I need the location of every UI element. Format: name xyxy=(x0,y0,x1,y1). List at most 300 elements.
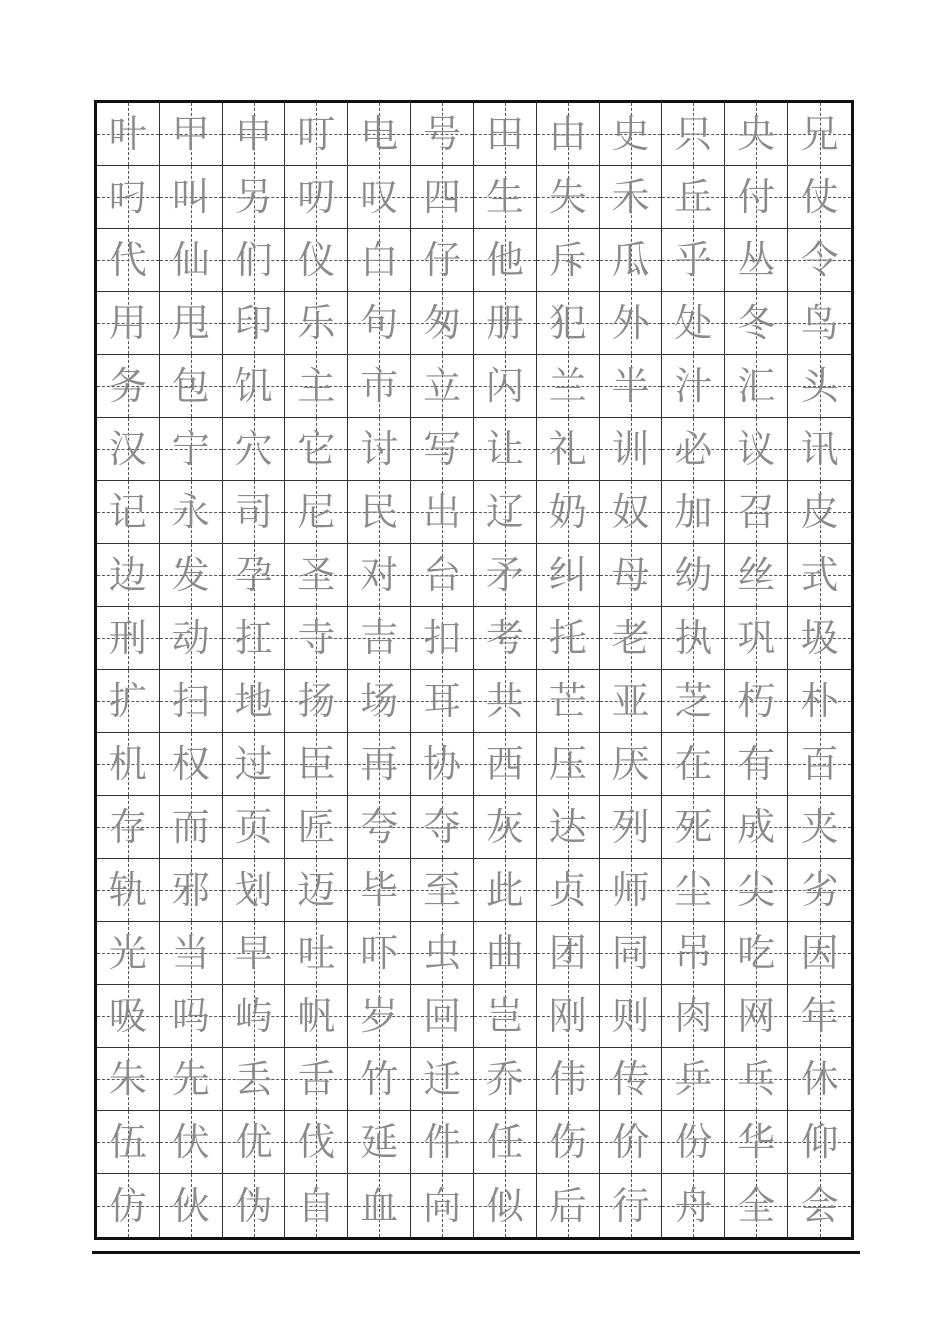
grid-cell xyxy=(411,922,474,985)
grid-cell xyxy=(223,544,286,607)
character: 丢 xyxy=(234,1057,273,1101)
character: 机 xyxy=(108,742,147,786)
grid-cell xyxy=(537,922,600,985)
character: 则 xyxy=(611,994,650,1038)
character: 汉 xyxy=(108,427,147,471)
grid-cell xyxy=(223,292,286,355)
character: 尼 xyxy=(297,490,336,534)
grid-cell xyxy=(725,607,788,670)
character: 自 xyxy=(297,1183,336,1228)
character: 伪 xyxy=(234,1183,273,1228)
grid-cell xyxy=(600,229,663,292)
grid-cell xyxy=(600,733,663,796)
character: 执 xyxy=(674,616,713,660)
character: 仔 xyxy=(423,238,462,282)
character: 托 xyxy=(548,616,587,660)
grid-cell xyxy=(97,607,160,670)
grid-cell xyxy=(662,481,725,544)
character: 禾 xyxy=(611,175,650,219)
character: 幼 xyxy=(674,553,713,597)
character: 汇 xyxy=(737,364,776,408)
grid-cell xyxy=(788,292,851,355)
grid-cell xyxy=(788,544,851,607)
grid-cell xyxy=(662,418,725,481)
character: 芝 xyxy=(674,679,713,723)
grid-cell xyxy=(725,796,788,859)
character: 屿 xyxy=(234,994,273,1038)
grid-cell xyxy=(662,103,725,166)
character: 曲 xyxy=(485,931,524,975)
grid-cell xyxy=(348,733,411,796)
grid-cell xyxy=(537,166,600,229)
character: 光 xyxy=(108,931,147,975)
grid-cell xyxy=(662,229,725,292)
character: 立 xyxy=(423,364,462,408)
grid-cell xyxy=(725,1174,788,1237)
character: 必 xyxy=(674,427,713,471)
character: 仪 xyxy=(297,238,336,282)
character: 舟 xyxy=(674,1183,713,1228)
character: 成 xyxy=(737,805,776,849)
grid-cell xyxy=(600,544,663,607)
character: 芒 xyxy=(548,679,587,723)
grid-cell xyxy=(537,292,600,355)
grid-cell xyxy=(97,292,160,355)
grid-cell xyxy=(788,1174,851,1237)
grid-cell xyxy=(600,985,663,1048)
character: 叹 xyxy=(360,175,399,219)
grid-cell xyxy=(348,859,411,922)
grid-cell xyxy=(285,103,348,166)
character: 仙 xyxy=(171,238,210,282)
character: 册 xyxy=(485,301,524,345)
grid-cell xyxy=(411,1111,474,1174)
grid-cell xyxy=(160,1174,223,1237)
character: 因 xyxy=(800,931,839,975)
grid-cell xyxy=(411,796,474,859)
character: 劣 xyxy=(800,868,839,912)
grid-cell xyxy=(600,1111,663,1174)
grid-cell xyxy=(662,670,725,733)
character: 田 xyxy=(485,112,524,156)
character: 汁 xyxy=(674,364,713,408)
grid-cell xyxy=(474,985,537,1048)
character: 吸 xyxy=(108,994,147,1038)
grid-cell xyxy=(285,1048,348,1111)
character: 伤 xyxy=(548,1120,587,1164)
character: 会 xyxy=(800,1183,839,1228)
character: 厌 xyxy=(611,742,650,786)
grid-cell xyxy=(725,922,788,985)
grid-cell xyxy=(662,355,725,418)
character: 号 xyxy=(423,112,462,156)
grid-cell xyxy=(411,355,474,418)
grid-cell xyxy=(411,607,474,670)
character: 们 xyxy=(234,238,273,282)
character: 寺 xyxy=(297,616,336,660)
grid-cell xyxy=(223,355,286,418)
character: 团 xyxy=(548,931,587,975)
grid-cell xyxy=(537,985,600,1048)
character: 礼 xyxy=(548,427,587,471)
grid-cell xyxy=(285,229,348,292)
character: 再 xyxy=(360,742,399,786)
grid-cell xyxy=(474,1048,537,1111)
character: 冬 xyxy=(737,301,776,345)
grid-cell xyxy=(474,796,537,859)
character: 出 xyxy=(423,490,462,534)
character: 尘 xyxy=(674,868,713,912)
grid-cell xyxy=(411,166,474,229)
grid-cell xyxy=(788,418,851,481)
character: 休 xyxy=(800,1057,839,1101)
character: 朴 xyxy=(800,679,839,723)
grid-cell xyxy=(285,796,348,859)
character: 达 xyxy=(548,805,587,849)
grid-cell xyxy=(600,796,663,859)
grid-cell xyxy=(223,1111,286,1174)
character: 头 xyxy=(800,364,839,408)
grid-cell xyxy=(97,418,160,481)
character: 邪 xyxy=(171,868,210,912)
grid-cell xyxy=(662,544,725,607)
character: 回 xyxy=(423,994,462,1038)
character: 他 xyxy=(485,238,524,282)
character: 价 xyxy=(611,1120,650,1164)
character: 伙 xyxy=(171,1183,210,1228)
grid-cell xyxy=(662,985,725,1048)
character: 令 xyxy=(800,238,839,282)
grid-cell xyxy=(662,1111,725,1174)
grid-cell xyxy=(662,859,725,922)
grid-cell xyxy=(160,166,223,229)
character: 乓 xyxy=(737,1057,776,1101)
grid-cell xyxy=(411,103,474,166)
character: 乎 xyxy=(674,238,713,282)
grid-cell xyxy=(97,355,160,418)
character: 灰 xyxy=(485,805,524,849)
grid-cell xyxy=(600,481,663,544)
character: 议 xyxy=(737,427,776,471)
grid-cell xyxy=(474,481,537,544)
grid-cell xyxy=(474,922,537,985)
grid-cell xyxy=(600,418,663,481)
grid-cell xyxy=(537,418,600,481)
character: 年 xyxy=(800,994,839,1038)
character: 列 xyxy=(611,805,650,849)
character: 份 xyxy=(674,1120,713,1164)
character: 刑 xyxy=(108,616,147,660)
grid-cell xyxy=(411,985,474,1048)
grid-cell xyxy=(160,1048,223,1111)
grid-cell xyxy=(474,166,537,229)
grid-cell xyxy=(725,670,788,733)
grid-cell xyxy=(788,733,851,796)
grid-cell xyxy=(725,481,788,544)
character: 帆 xyxy=(297,994,336,1038)
grid-cell xyxy=(285,985,348,1048)
character: 优 xyxy=(234,1120,273,1164)
grid-cell xyxy=(537,670,600,733)
grid-cell xyxy=(788,166,851,229)
grid-cell xyxy=(285,670,348,733)
grid-cell xyxy=(97,166,160,229)
character: 鸟 xyxy=(800,301,839,345)
grid-cell xyxy=(788,985,851,1048)
grid-cell xyxy=(474,859,537,922)
character: 吃 xyxy=(737,931,776,975)
character: 史 xyxy=(611,112,650,156)
grid-cell xyxy=(600,1048,663,1111)
grid-cell xyxy=(223,922,286,985)
grid-cell xyxy=(788,1048,851,1111)
grid-cell xyxy=(788,859,851,922)
character: 吗 xyxy=(171,994,210,1038)
character: 此 xyxy=(485,868,524,912)
character: 乔 xyxy=(485,1057,524,1101)
character: 仿 xyxy=(108,1183,147,1228)
grid-cell xyxy=(474,292,537,355)
character: 死 xyxy=(674,805,713,849)
grid-cell xyxy=(725,229,788,292)
character: 市 xyxy=(360,364,399,408)
character: 记 xyxy=(108,490,147,534)
grid-cell xyxy=(411,1174,474,1237)
character: 似 xyxy=(485,1183,524,1228)
grid-cell xyxy=(474,1174,537,1237)
grid-cell xyxy=(223,733,286,796)
grid-cell xyxy=(348,1048,411,1111)
grid-cell xyxy=(725,1111,788,1174)
character: 早 xyxy=(234,931,273,975)
grid-cell xyxy=(600,166,663,229)
character: 岂 xyxy=(485,994,524,1038)
grid-cell xyxy=(160,544,223,607)
character: 圣 xyxy=(297,553,336,597)
grid-cell xyxy=(537,1174,600,1237)
character: 乐 xyxy=(297,301,336,345)
grid-cell xyxy=(348,985,411,1048)
character: 讯 xyxy=(800,427,839,471)
bottom-rule xyxy=(92,1251,860,1254)
grid-cell xyxy=(160,229,223,292)
character: 叫 xyxy=(171,175,210,219)
character: 当 xyxy=(171,931,210,975)
grid-cell xyxy=(160,103,223,166)
grid-cell xyxy=(600,859,663,922)
character: 仗 xyxy=(800,175,839,219)
grid-cell xyxy=(348,166,411,229)
grid-cell xyxy=(600,922,663,985)
grid-cell xyxy=(474,670,537,733)
grid-cell xyxy=(160,985,223,1048)
character: 圾 xyxy=(800,616,839,660)
character: 母 xyxy=(611,553,650,597)
character: 共 xyxy=(485,679,524,723)
character: 存 xyxy=(108,805,147,849)
grid-cell xyxy=(725,166,788,229)
grid-cell xyxy=(788,607,851,670)
grid-cell xyxy=(285,1111,348,1174)
grid-cell xyxy=(97,796,160,859)
grid-cell xyxy=(788,1111,851,1174)
grid-cell xyxy=(348,607,411,670)
character: 迁 xyxy=(423,1057,462,1101)
character: 司 xyxy=(234,490,273,534)
character: 代 xyxy=(108,238,147,282)
character: 竹 xyxy=(360,1057,399,1101)
grid-cell xyxy=(411,292,474,355)
grid-cell xyxy=(411,418,474,481)
character: 刚 xyxy=(548,994,587,1038)
grid-cell xyxy=(537,733,600,796)
character: 矛 xyxy=(485,553,524,597)
grid-cell xyxy=(474,355,537,418)
grid-cell xyxy=(411,670,474,733)
character: 夹 xyxy=(800,805,839,849)
grid-cell xyxy=(788,103,851,166)
character: 延 xyxy=(360,1120,399,1164)
character: 在 xyxy=(674,742,713,786)
character: 舌 xyxy=(297,1057,336,1101)
character: 句 xyxy=(360,301,399,345)
grid-cell xyxy=(725,985,788,1048)
character: 吐 xyxy=(297,931,336,975)
grid-cell xyxy=(285,859,348,922)
grid-cell xyxy=(537,103,600,166)
grid-cell xyxy=(788,355,851,418)
grid-cell xyxy=(285,166,348,229)
grid-cell xyxy=(223,103,286,166)
grid-cell xyxy=(662,796,725,859)
grid-cell xyxy=(97,733,160,796)
grid-cell xyxy=(662,1048,725,1111)
character: 叨 xyxy=(297,175,336,219)
character: 压 xyxy=(548,742,587,786)
grid-cell xyxy=(600,103,663,166)
grid-cell xyxy=(788,796,851,859)
character: 行 xyxy=(611,1183,650,1228)
grid-cell xyxy=(474,103,537,166)
grid-cell xyxy=(537,544,600,607)
character: 尖 xyxy=(737,868,776,912)
character: 耳 xyxy=(423,679,462,723)
character: 页 xyxy=(234,805,273,849)
grid-cell xyxy=(97,544,160,607)
character: 瓜 xyxy=(611,238,650,282)
character: 划 xyxy=(234,868,273,912)
grid-cell xyxy=(662,733,725,796)
grid-cell xyxy=(537,229,600,292)
grid-cell xyxy=(160,292,223,355)
character: 仰 xyxy=(800,1120,839,1164)
grid-cell xyxy=(348,481,411,544)
grid-cell xyxy=(285,1174,348,1237)
grid-cell xyxy=(223,670,286,733)
character: 边 xyxy=(108,553,147,597)
character: 让 xyxy=(485,427,524,471)
character: 网 xyxy=(737,994,776,1038)
character: 场 xyxy=(360,679,399,723)
grid-cell xyxy=(662,607,725,670)
character: 宁 xyxy=(171,427,210,471)
grid-cell xyxy=(411,544,474,607)
character: 电 xyxy=(360,112,399,156)
grid-cell xyxy=(725,418,788,481)
character: 扬 xyxy=(297,679,336,723)
character: 叼 xyxy=(108,175,147,219)
grid-cell xyxy=(600,670,663,733)
character: 传 xyxy=(611,1057,650,1101)
grid-cell xyxy=(600,1174,663,1237)
character: 永 xyxy=(171,490,210,534)
character: 训 xyxy=(611,427,650,471)
grid-cell xyxy=(223,1174,286,1237)
grid-cell xyxy=(474,1111,537,1174)
character: 有 xyxy=(737,742,776,786)
grid-cell xyxy=(285,418,348,481)
grid-cell xyxy=(223,607,286,670)
grid-cell xyxy=(725,355,788,418)
character: 只 xyxy=(674,112,713,156)
grid-cell xyxy=(160,355,223,418)
grid-cell xyxy=(223,1048,286,1111)
character: 外 xyxy=(611,301,650,345)
character: 匠 xyxy=(297,805,336,849)
grid-cell xyxy=(537,607,600,670)
character: 至 xyxy=(423,868,462,912)
character: 包 xyxy=(171,364,210,408)
character: 穴 xyxy=(234,427,273,471)
grid-cell xyxy=(411,481,474,544)
character: 由 xyxy=(548,112,587,156)
character: 全 xyxy=(737,1183,776,1228)
grid-cell xyxy=(788,229,851,292)
grid-cell xyxy=(348,1174,411,1237)
grid-cell xyxy=(97,670,160,733)
grid-cell xyxy=(788,481,851,544)
grid-cell xyxy=(348,355,411,418)
character: 岁 xyxy=(360,994,399,1038)
character: 兰 xyxy=(548,364,587,408)
grid-cell xyxy=(600,292,663,355)
character: 饥 xyxy=(234,364,273,408)
character: 朱 xyxy=(108,1057,147,1101)
grid-cell xyxy=(223,796,286,859)
grid-cell xyxy=(223,166,286,229)
character: 师 xyxy=(611,868,650,912)
character: 辽 xyxy=(485,490,524,534)
character: 对 xyxy=(360,553,399,597)
character: 伐 xyxy=(297,1120,336,1164)
character: 西 xyxy=(485,742,524,786)
grid-cell xyxy=(600,607,663,670)
character: 先 xyxy=(171,1057,210,1101)
character: 匆 xyxy=(423,301,462,345)
grid-cell xyxy=(474,733,537,796)
grid-cell xyxy=(160,859,223,922)
character: 甲 xyxy=(171,112,210,156)
character: 生 xyxy=(485,175,524,219)
character: 权 xyxy=(171,742,210,786)
character: 另 xyxy=(234,175,273,219)
grid-cell xyxy=(474,229,537,292)
grid-cell xyxy=(411,859,474,922)
practice-grid xyxy=(94,100,854,1240)
character: 贞 xyxy=(548,868,587,912)
character: 付 xyxy=(737,175,776,219)
grid-cell xyxy=(411,1048,474,1111)
